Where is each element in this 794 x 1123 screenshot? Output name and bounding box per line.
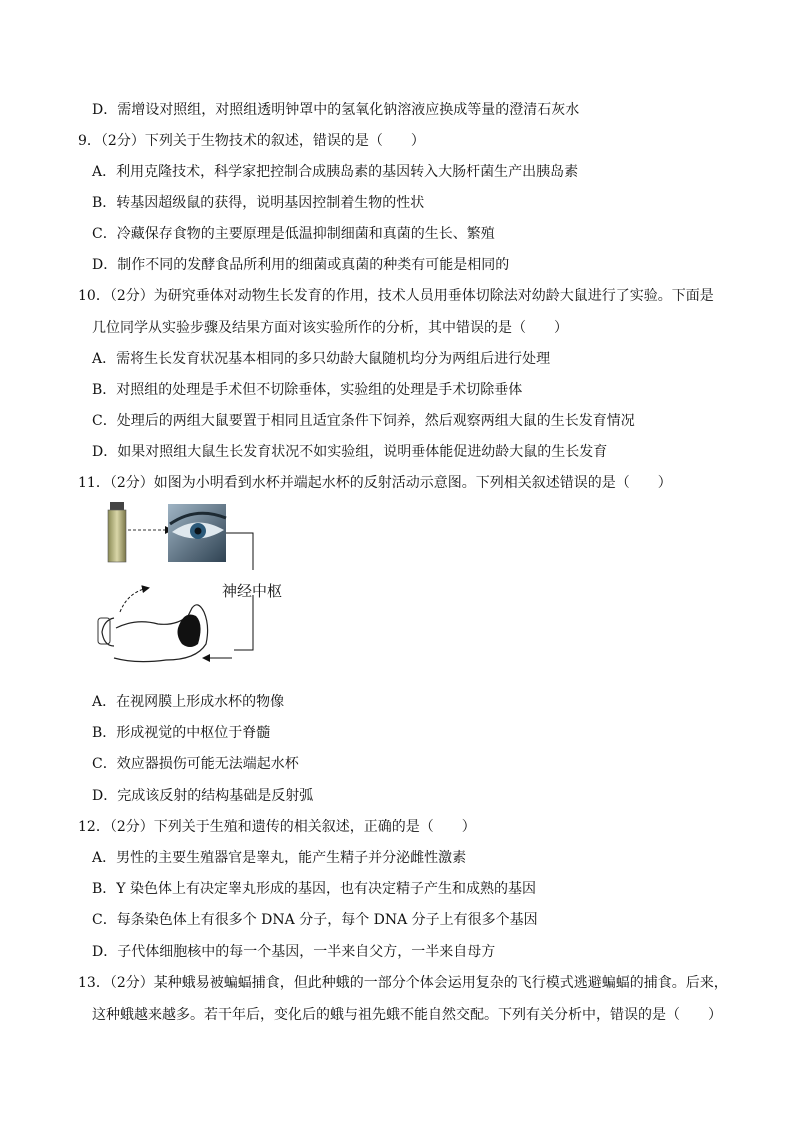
water-bottle-icon <box>108 502 126 562</box>
reflex-arc-diagram <box>96 500 346 670</box>
q13-stem-cont: 这种蛾越来越多。若干年后，变化后的蛾与祖先蛾不能自然交配。下列有关分析中，错误的是（ ） <box>92 1007 722 1023</box>
q11-option-d: D．完成该反射的结构基础是反射弧 <box>92 788 314 804</box>
eye-icon <box>168 504 226 562</box>
q10-option-b: B．对照组的处理是手术但不切除垂体，实验组的处理是手术切除垂体 <box>92 382 523 398</box>
q10-stem-cont: 几位同学从实验步骤及结果方面对该实验所作的分析，其中错误的是（ ） <box>92 320 568 336</box>
q10-option-a: A．需将生长发育状况基本相同的多只幼龄大鼠随机均分为两组后进行处理 <box>92 351 551 367</box>
q11-option-a: A．在视网膜上形成水杯的物像 <box>92 694 285 710</box>
nerve-center-label: 神经中枢 <box>222 582 283 600</box>
q10-option-c: C．处理后的两组大鼠要置于相同且适宜条件下饲养，然后观察两组大鼠的生长发育情况 <box>92 413 635 429</box>
q9-option-c: C．冷藏保存食物的主要原理是低温抑制细菌和真菌的生长、繁殖 <box>92 226 495 242</box>
arm-icon <box>98 588 208 662</box>
q9-stem: 9．（2分）下列关于生物技术的叙述，错误的是（ ） <box>78 133 425 149</box>
q12-option-d: D．子代体细胞核中的每一个基因，一半来自父方，一半来自母方 <box>92 944 496 960</box>
q8-option-d: D．需增设对照组，对照组透明钟罩中的氢氧化钠溶液应换成等量的澄清石灰水 <box>92 102 580 118</box>
q11-stem: 11．（2分）如图为小明看到水杯并端起水杯的反射活动示意图。下列相关叙述错误的是（ ） <box>78 475 672 491</box>
q12-stem: 12．（2分）下列关于生殖和遗传的相关叙述，正确的是（ ） <box>78 819 476 835</box>
q13-stem: 13．（2分）某种蛾易被蝙蝠捕食，但此种蛾的一部分个体会运用复杂的飞行模式逃避蝙蝠的捕食。后来， <box>78 975 728 991</box>
q12-option-b: B．Y 染色体上有决定睾丸形成的基因，也有决定精子产生和成熟的基因 <box>92 881 536 897</box>
q9-option-a: A．利用克隆技术，科学家把控制合成胰岛素的基因转入大肠杆菌生产出胰岛素 <box>92 164 579 180</box>
q10-stem: 10．（2分）为研究垂体对动物生长发育的作用，技术人员用垂体切除法对幼龄大鼠进行了实验。下面是 <box>78 288 714 304</box>
q11-option-c: C．效应器损伤可能无法端起水杯 <box>92 756 299 772</box>
q9-option-b: B．转基因超级鼠的获得，说明基因控制着生物的性状 <box>92 195 425 211</box>
q12-option-a: A．男性的主要生殖器官是睾丸，能产生精子并分泌雌性激素 <box>92 850 467 866</box>
reflex-arc-figure <box>96 500 346 670</box>
q9-option-d: D．制作不同的发酵食品所利用的细菌或真菌的种类有可能是相同的 <box>92 257 510 273</box>
q11-option-b: B．形成视觉的中枢位于脊髓 <box>92 725 271 741</box>
q10-option-d: D．如果对照组大鼠生长发育状况不如实验组，说明垂体能促进幼龄大鼠的生长发育 <box>92 444 608 460</box>
q12-option-c: C．每条染色体上有很多个 DNA 分子，每个 DNA 分子上有很多个基因 <box>92 912 538 928</box>
